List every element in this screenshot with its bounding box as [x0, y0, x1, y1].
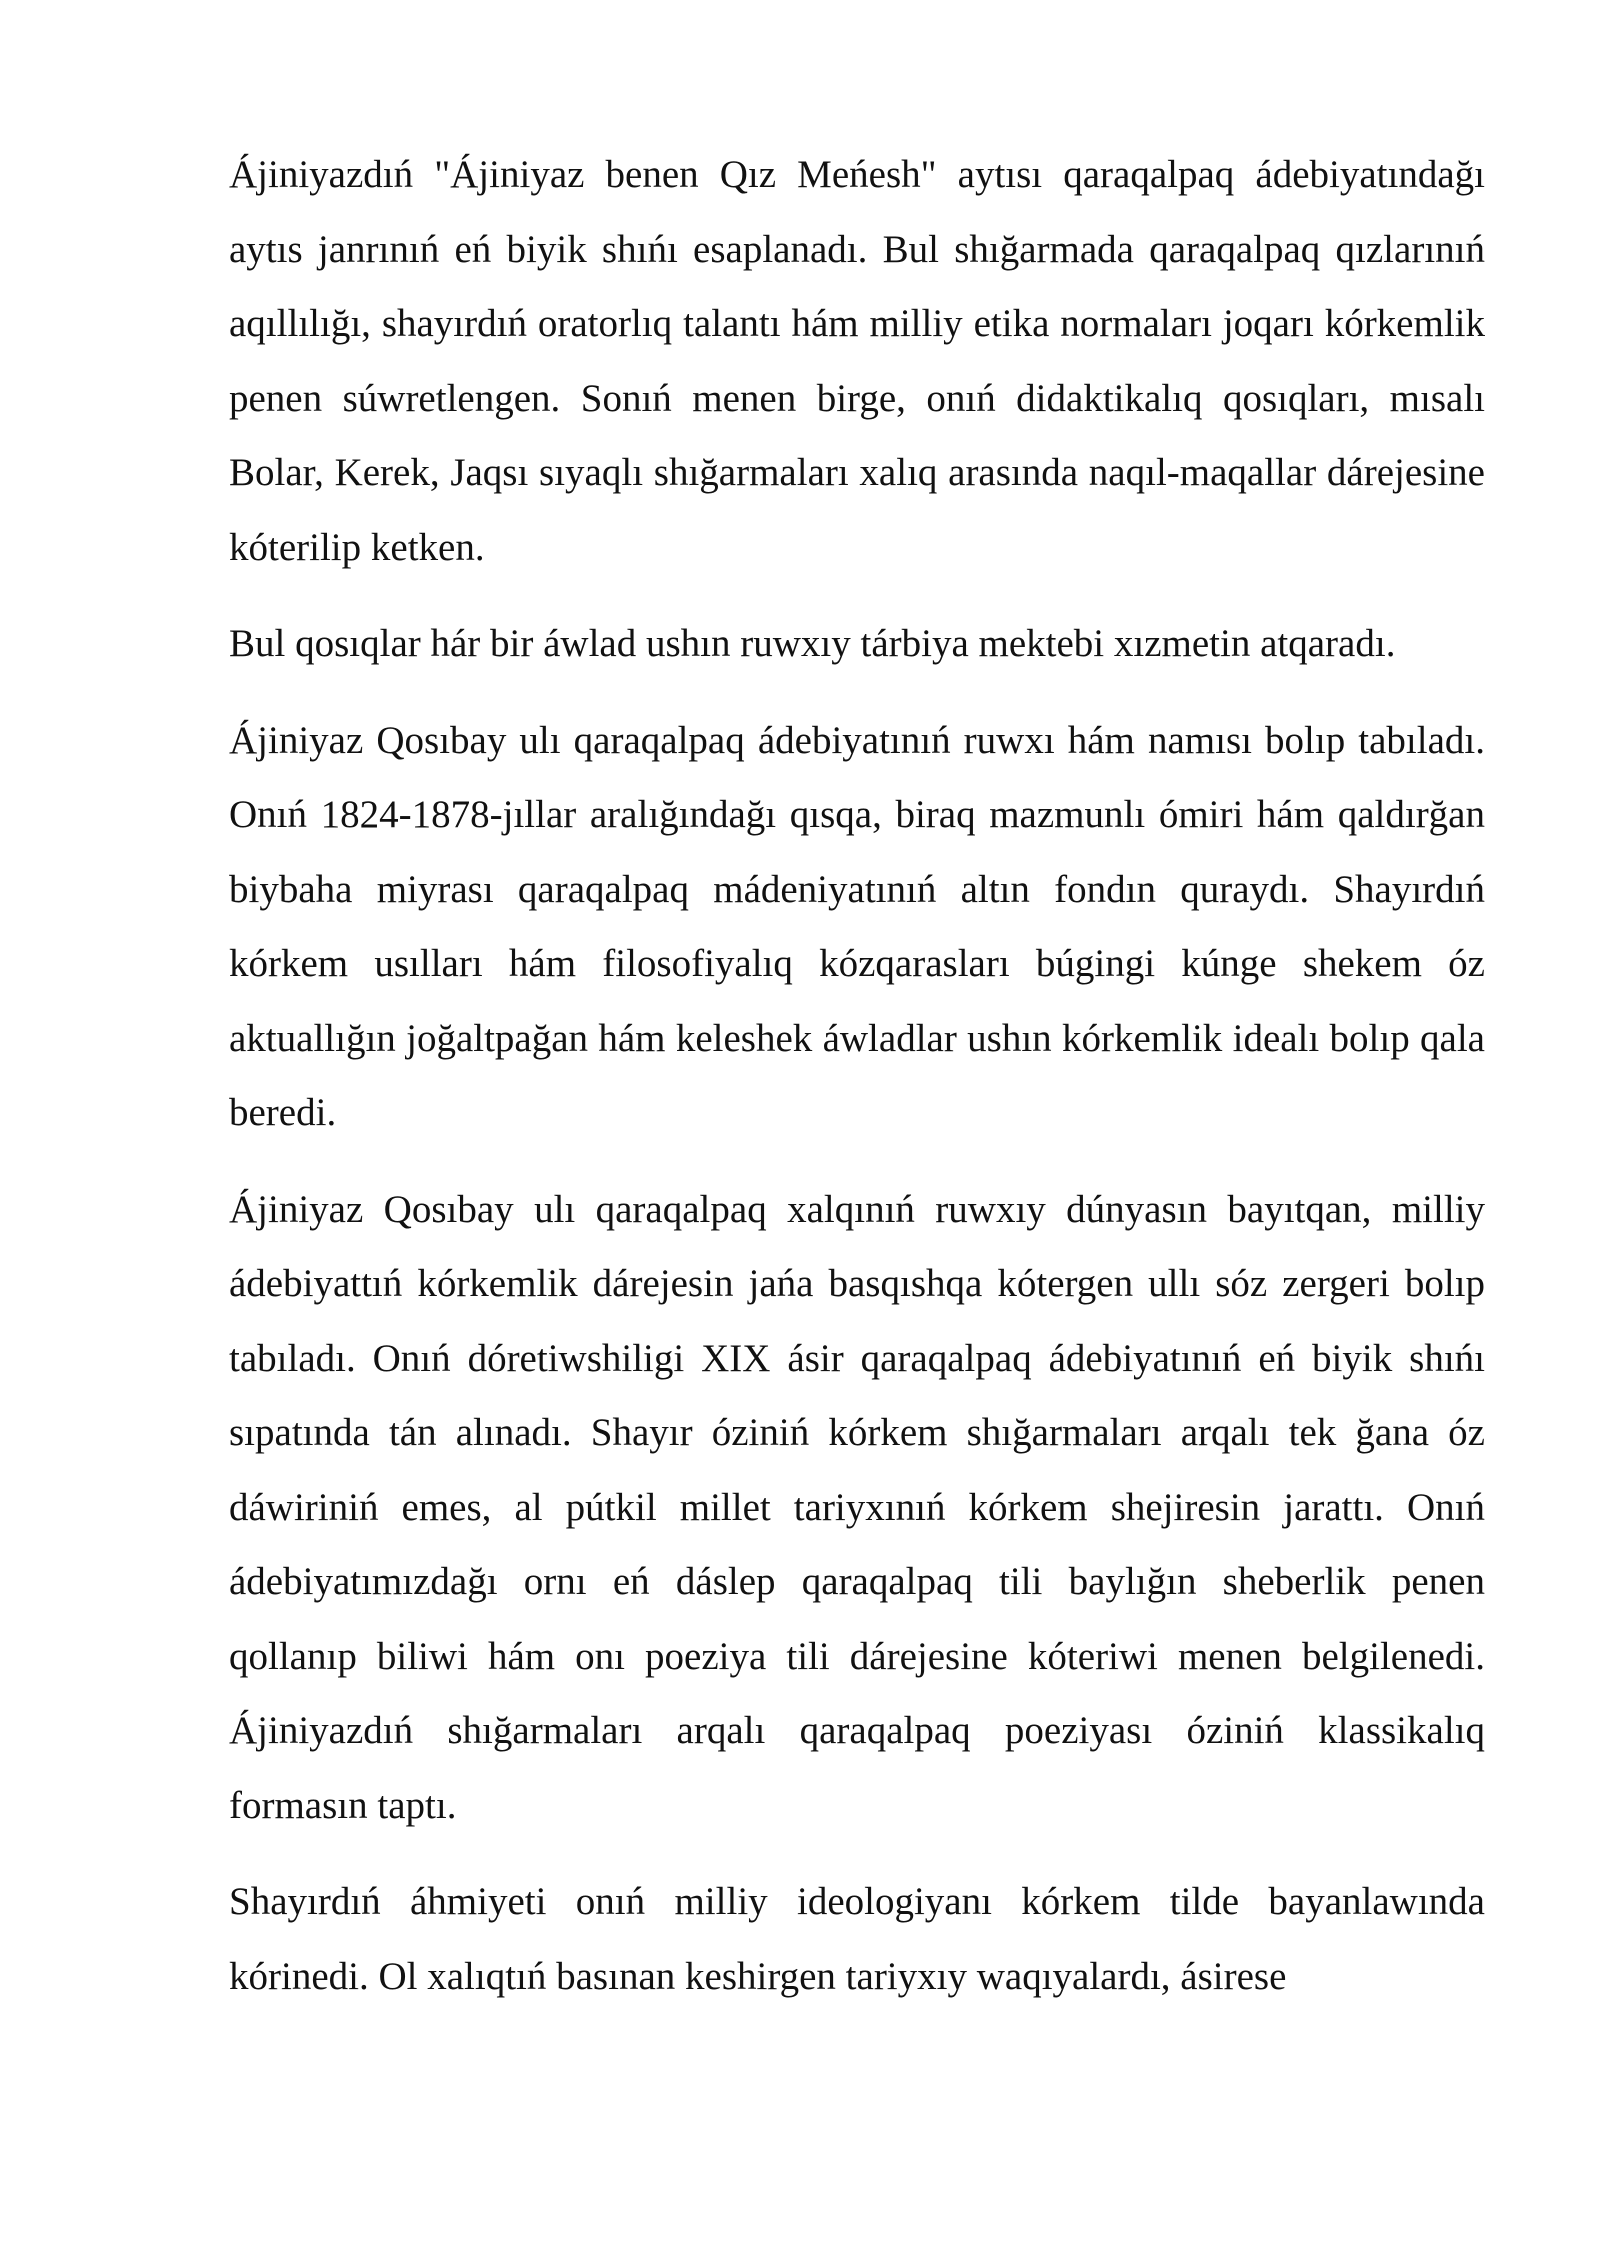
- paragraph-significance: Shayırdıń áhmiyeti onıń milliy ideologiyanı kórkem tilde bayanlawında kórinedi. Ol xalıqtıń basınan keshirgen tariyxıy waqıyalardı, ásirese: [229, 1880, 1485, 1998]
- paragraph-biography: Ájiniyaz Qosıbay ulı qaraqalpaq ádebiyatınıń ruwxı hám namısı bolıp tabıladı. Onıń 1824-1878-jıllar aralığındağı qısqa, biraq mazmunlı ómiri hám qaldırğan biybaha miyrası qaraqalpaq mádeniyatınıń altın fondın quraydı. Shayırdıń kórkem usılları hám filosofiyalıq kózqarasları búgingi kúnge shekem óz aktuallığın joğaltpağan hám keleshek áwladlar ushın kórkemlik idealı bolıp qala beredi.: [229, 718, 1485, 1134]
- paragraph-legacy: Ájiniyaz Qosıbay ulı qaraqalpaq xalqınıń ruwxıy dúnyasın bayıtqan, milliy ádebiyattıń kórkemlik dárejesin jańa basqıshqa kótergen ullı sóz zergeri bolıp tabıladı. Onıń dóretiwshiligi XIX ásir qaraqalpaq ádebiyatınıń eń biyik shıńı sıpatında tán alınadı. Shayır óziniń kórkem shığarmaları arqalı tek ğana óz dáwiriniń emes, al pútkil millet tariyxınıń kórkem shejiresin jarattı. Onıń ádebiyatımızdağı ornı eń dáslep qaraqalpaq tili baylığın sheberlik penen qollanıp biliwi hám onı poeziya tili dárejesine kóteriwi menen belgilenedi. Ájiniyazdıń shığarmaları arqalı qaraqalpaq poeziyası óziniń klassikalıq formasın taptı.: [229, 1187, 1485, 1827]
- paragraph-tarbiya: Bul qosıqlar hár bir áwlad ushın ruwxıy tárbiya mektebi xızmetin atqaradı.: [229, 622, 1396, 665]
- paragraph-aytis: Ájiniyazdıń "Ájiniyaz benen Qız Meńesh" aytısı qaraqalpaq ádebiyatındağı aytıs janrınıń eń biyik shıńı esaplanadı. Bul shığarmada qaraqalpaq qızlarınıń aqıllılığı, shayırdıń oratorlıq talantı hám milliy etika normaları joqarı kórkemlik penen súwretlengen. Sonıń menen birge, onıń didaktikalıq qosıqları, mısalı Bolar, Kerek, Jaqsı sıyaqlı shığarmaları xalıq arasında naqıl-maqallar dárejesine kóterilip ketken.: [229, 153, 1485, 569]
- document-page: [229, 138, 1485, 2036]
